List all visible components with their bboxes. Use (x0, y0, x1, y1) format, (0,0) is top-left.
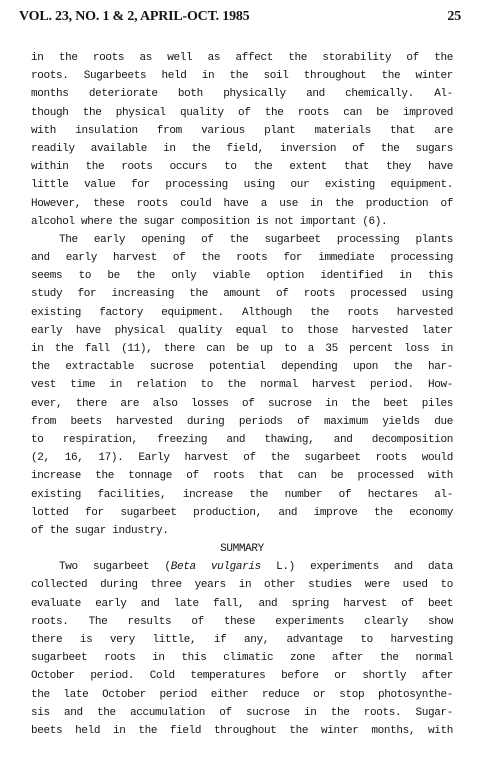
paragraph-continued (31, 49, 453, 231)
species-name: Beta vulgaris (170, 561, 261, 574)
text-line: roots. Sugarbeets held in the soil throughout the winter (31, 70, 453, 83)
text-line: though the physical quality of the roots can be improved (31, 106, 453, 119)
text-line: existing facilities, increase the number of hectares al- (31, 488, 453, 501)
text-fragment: L.) experiments and data (260, 561, 453, 574)
text-line: (2, 16, 17). Early harvest of the sugarbeet roots would (31, 452, 453, 465)
text-line: beets held in the field throughout the winter months, with (31, 724, 453, 737)
text-line: to respiration, freezing and thawing, and decomposition (31, 433, 453, 446)
text-line: the late October period either reduce or stop photosynthe- (31, 688, 453, 701)
text-line: in the fall (11), there can be up to a 35 percent loss in (31, 343, 453, 355)
running-header (19, 9, 461, 29)
text-line: there is very little, if any, advantage to harvesting (31, 634, 453, 646)
text-line: of the sugar industry. (31, 524, 169, 537)
text-line: with insulation from various plant materials that are (31, 124, 453, 137)
text-line: from beets harvested during periods of maximum yields due (31, 415, 453, 428)
journal-volume-issue: VOL. 23, NO. 1 & 2, APRIL-OCT. 1985 (19, 9, 250, 24)
text-line: lotted for sugarbeet production, and improve the economy (31, 506, 453, 519)
body-text (31, 49, 453, 740)
text-line: collected during three years in other studies were used to (31, 579, 453, 592)
text-line: vest time in relation to the normal harvest period. How- (31, 379, 453, 392)
text-line: existing factory equipment. Although the roots harvested (31, 306, 453, 319)
text-line: However, these roots could have a use in the production of (31, 197, 453, 210)
text-line: months deteriorate both physically and chemically. Al- (31, 88, 453, 101)
page-number: 25 (447, 9, 461, 24)
text-line: October period. Cold temperatures before or shortly after (31, 670, 453, 683)
text-line: sugarbeet roots in this climatic zone after the normal (31, 652, 453, 665)
text-line: and early harvest of the roots for immediate processing (31, 252, 453, 265)
text-line: early have physical quality equal to those harvested later (31, 324, 453, 337)
text-line: sis and the accumulation of sucrose in the roots. Sugar- (31, 706, 453, 719)
text-line: evaluate early and late fall, and spring harvest of beet (31, 597, 453, 610)
text-line: increase the tonnage of roots that can be processed with (31, 470, 453, 483)
text-line: ever, there are also losses of sucrose in the beet piles (31, 397, 453, 410)
text-line: little value for processing using our existing equipment. (31, 179, 453, 192)
text-line (31, 558, 453, 576)
summary-heading: SUMMARY (220, 543, 264, 556)
text-line: roots. The results of these experiments clearly show (31, 615, 453, 628)
text-line: in the roots as well as affect the storability of the (31, 52, 453, 64)
text-line: readily available in the field, inversion of the sugars (31, 142, 453, 155)
text-line: seems to be the only viable option identified in this (31, 270, 453, 283)
text-line: study for increasing the amount of roots processed using (31, 288, 453, 301)
text-line: the extractable sucrose potential depending upon the har- (31, 361, 453, 374)
text-fragment: Two sugarbeet ( (59, 561, 171, 574)
paragraph-summary (31, 558, 453, 740)
text-line: The early opening of the sugarbeet processing plants (59, 233, 453, 246)
paragraph-early-opening (31, 231, 453, 540)
text-line: alcohol where the sugar composition is not important (6). (31, 215, 388, 228)
text-line: within the roots occurs to the extent that they have (31, 161, 453, 174)
